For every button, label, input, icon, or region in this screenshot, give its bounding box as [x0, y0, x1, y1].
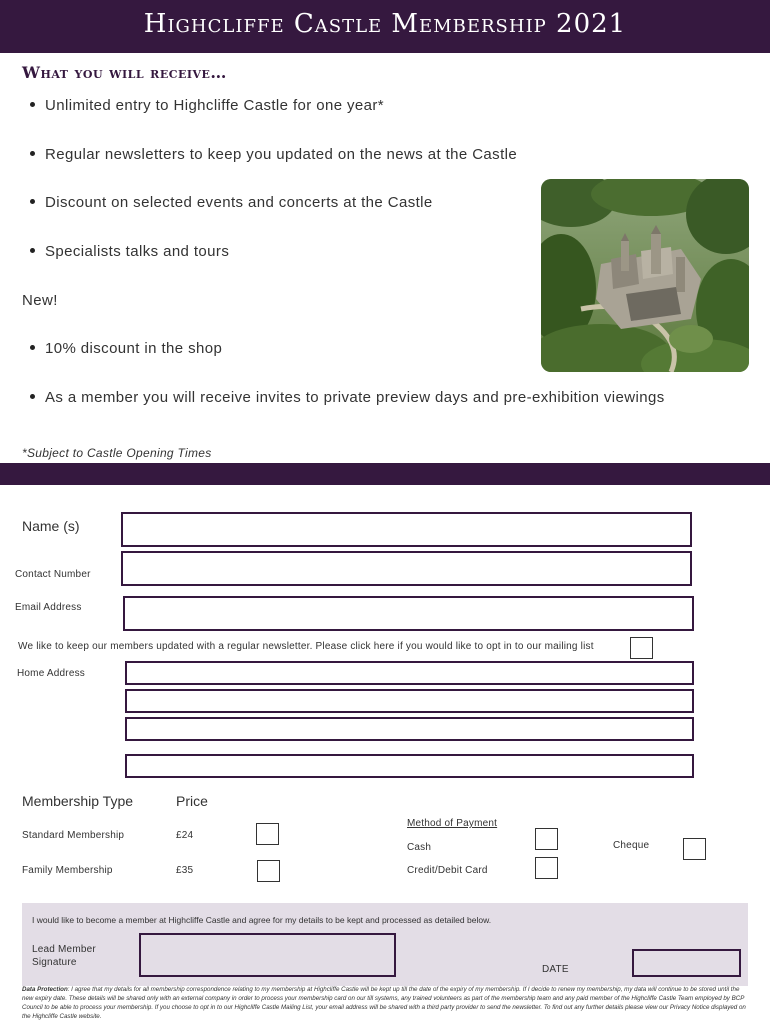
address-line-4-input[interactable]: [125, 754, 694, 778]
page-title: Highcliffe Castle Membership 2021: [143, 9, 627, 39]
bullet-icon: [30, 199, 35, 204]
email-label: Email Address: [15, 602, 82, 613]
bullet-icon: [30, 345, 35, 350]
cash-checkbox[interactable]: [535, 828, 558, 850]
address-line-1-input[interactable]: [125, 661, 694, 685]
opening-times-footnote: *Subject to Castle Opening Times: [22, 446, 212, 460]
payment-method-heading: Method of Payment: [407, 818, 498, 829]
cash-label: Cash: [407, 842, 432, 853]
cheque-label: Cheque: [613, 840, 650, 851]
benefit-item: Regular newsletters to keep you updated on the news at the Castle: [30, 146, 517, 163]
name-label: Name (s): [22, 518, 80, 534]
card-checkbox[interactable]: [535, 857, 558, 879]
lead-member-label: Lead Member: [32, 944, 96, 955]
membership-type-heading: Membership Type: [22, 793, 134, 809]
signature-label: Signature: [32, 957, 77, 968]
home-address-label: Home Address: [17, 668, 85, 679]
contact-number-label: Contact Number: [15, 569, 91, 580]
family-membership-price: £35: [176, 865, 194, 876]
signature-input[interactable]: [139, 933, 396, 977]
bullet-icon: [30, 394, 35, 399]
benefit-item: Specialists talks and tours: [30, 243, 229, 260]
benefits-heading: What you will receive…: [22, 63, 227, 82]
agreement-text: I would like to become a member at Highcliffe Castle and agree for my details to be kept and processed as detailed below.: [32, 915, 492, 925]
name-input[interactable]: [121, 512, 692, 547]
benefit-item: Discount on selected events and concerts at the Castle: [30, 194, 433, 211]
data-protection-text: : I agree that my details for all membership correspondence relating to my membership at Highcliffe Castle will be kept up till the date of the expiry of my membership. If I decide to renew my membership, my data will continue to be stored until the new expiry date. These details will be shared only with an external company in order to process your membership card on our till systems, any trained volunteers as part of the membership team and any paid member of the Highcliffe Castle Team employed by BCP Council to be able to process your membership. If you choose to opt in to our Highcliffe Castle Mailing List, your email address will be shared with a third party provider to send the newsletter. To find out any further details please view our Privacy Notice displayed on the Highcliffe Castle website.: [22, 986, 746, 1020]
castle-aerial-photo: [541, 179, 749, 372]
newsletter-optin-checkbox[interactable]: [630, 637, 653, 659]
section-divider: [0, 463, 770, 485]
cheque-checkbox[interactable]: [683, 838, 706, 860]
address-line-3-input[interactable]: [125, 717, 694, 741]
standard-membership-checkbox[interactable]: [256, 823, 279, 845]
benefit-item: Unlimited entry to Highcliffe Castle for one year*: [30, 97, 384, 114]
family-membership-checkbox[interactable]: [257, 860, 280, 882]
date-input[interactable]: [632, 949, 741, 977]
new-benefit-item: As a member you will receive invites to private preview days and pre-exhibition viewings: [30, 389, 665, 406]
address-line-2-input[interactable]: [125, 689, 694, 713]
data-protection-notice: [22, 985, 748, 1021]
bullet-icon: [30, 151, 35, 156]
contact-number-input[interactable]: [121, 551, 692, 586]
family-membership-label: Family Membership: [22, 865, 113, 876]
card-label: Credit/Debit Card: [407, 865, 488, 876]
date-label: DATE: [542, 964, 569, 975]
bullet-icon: [30, 248, 35, 253]
data-protection-title: Data Protection: [22, 986, 68, 993]
newsletter-optin-text: We like to keep our members updated with a regular newsletter. Please click here if you would like to opt in to our mailing list: [18, 641, 594, 652]
standard-membership-label: Standard Membership: [22, 830, 125, 841]
standard-membership-price: £24: [176, 830, 194, 841]
bullet-icon: [30, 102, 35, 107]
new-label: New!: [22, 292, 58, 309]
price-heading: Price: [176, 793, 208, 809]
email-input[interactable]: [123, 596, 694, 631]
new-benefit-item: 10% discount in the shop: [30, 340, 222, 357]
